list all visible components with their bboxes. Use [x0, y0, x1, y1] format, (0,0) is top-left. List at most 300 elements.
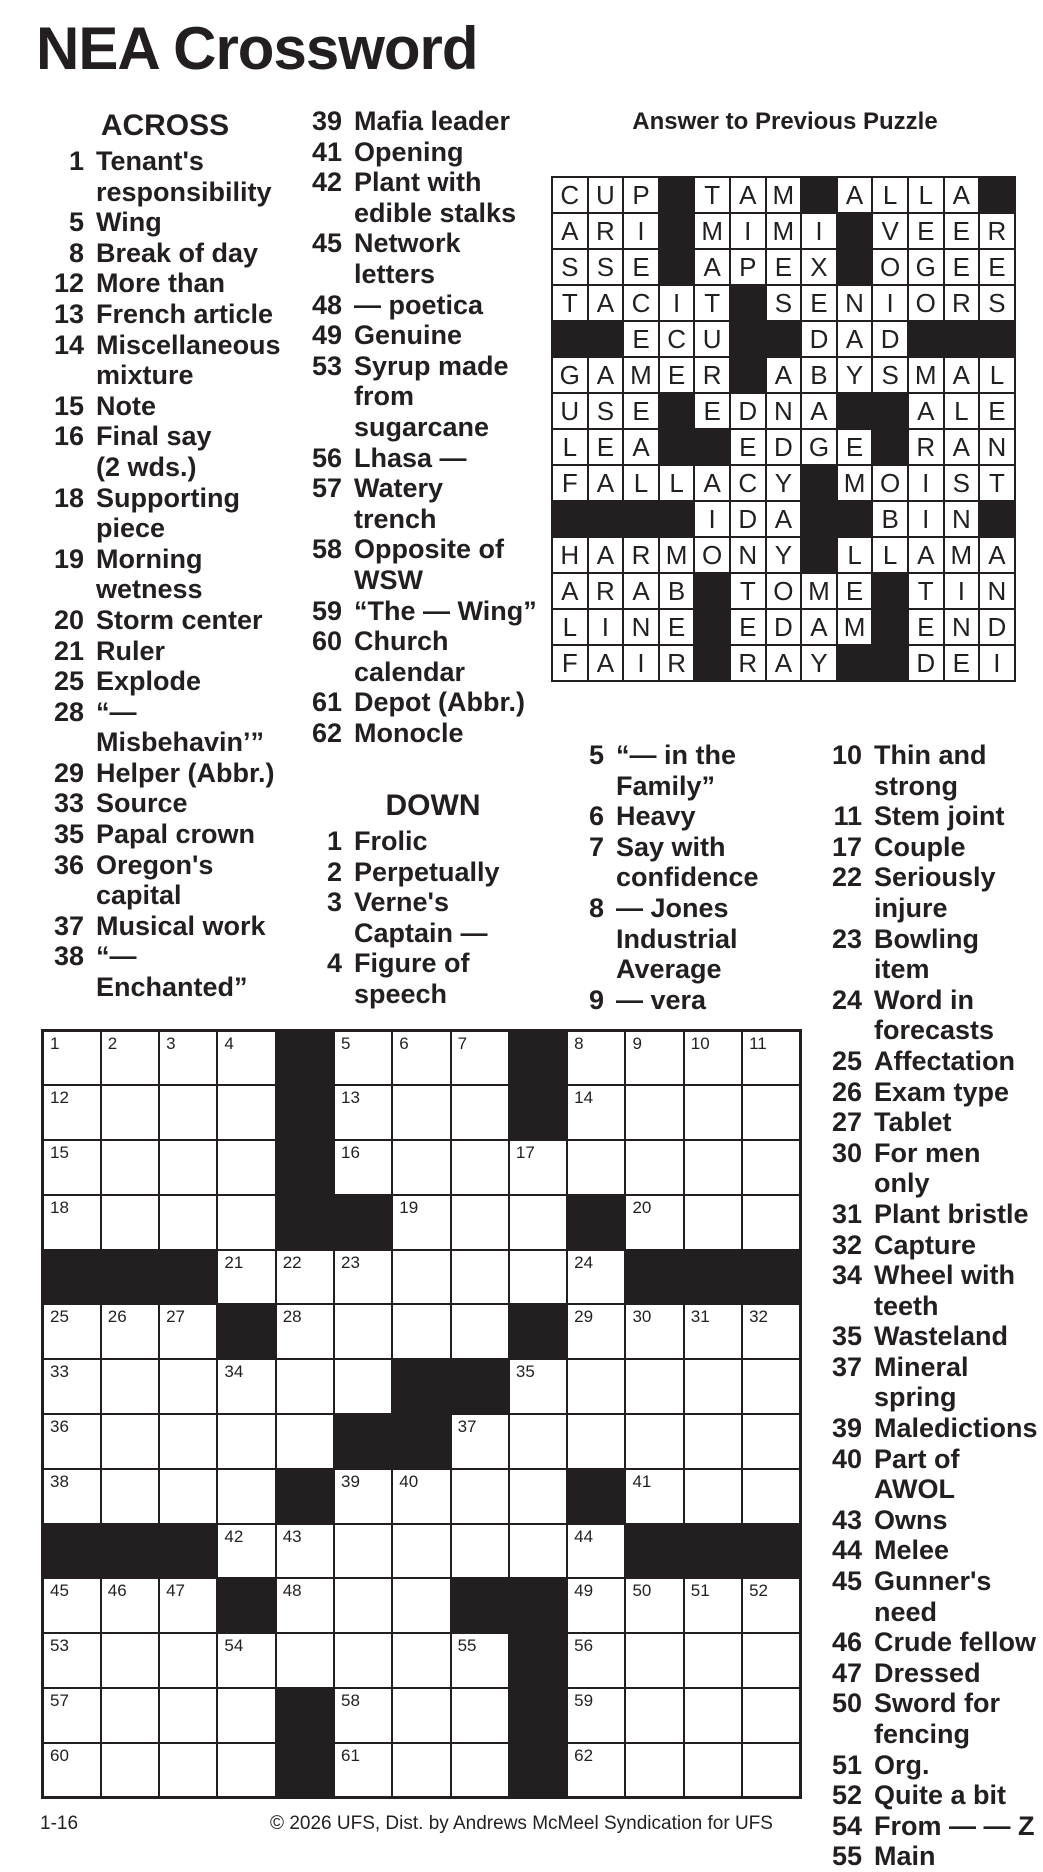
answer-letter: E: [979, 393, 1015, 429]
grid-cell[interactable]: [276, 1250, 334, 1305]
grid-cell[interactable]: [101, 1469, 159, 1524]
answer-letter: D: [766, 609, 802, 645]
grid-cell[interactable]: [276, 1359, 334, 1414]
grid-cell[interactable]: [159, 1578, 217, 1633]
answer-letter: A: [766, 357, 802, 393]
clue-number: 20: [53, 604, 84, 635]
grid-cell[interactable]: [217, 1031, 275, 1086]
grid-cell[interactable]: [567, 1085, 625, 1140]
grid-cell[interactable]: [43, 1031, 101, 1086]
grid-cell[interactable]: [101, 1743, 159, 1798]
grid-cell[interactable]: [742, 1304, 800, 1359]
down-clue: [818, 1535, 1043, 1566]
clue-text: Captain —: [354, 917, 488, 948]
grid-cell[interactable]: [276, 1578, 334, 1633]
grid-cell[interactable]: [43, 1140, 101, 1195]
cell-number: 44: [574, 1526, 594, 1546]
grid-cell[interactable]: [159, 1304, 217, 1359]
cell-number: 23: [340, 1252, 360, 1272]
clue-text: “—: [96, 696, 137, 727]
grid-cell[interactable]: [625, 1633, 683, 1688]
clue-text: Exam type: [874, 1076, 1010, 1107]
answer-letter: N: [766, 393, 802, 429]
grid-cell[interactable]: [159, 1469, 217, 1524]
grid-cell[interactable]: [742, 1140, 800, 1195]
answer-letter: A: [588, 285, 624, 321]
down-clue: [560, 832, 810, 893]
grid-cell[interactable]: [276, 1414, 334, 1469]
grid-cell[interactable]: [742, 1633, 800, 1688]
cell-number: 37: [457, 1417, 477, 1437]
answer-letter: L: [908, 177, 944, 213]
grid-cell[interactable]: [684, 1578, 742, 1633]
down-clue: [560, 893, 810, 985]
grid-cell[interactable]: [451, 1031, 509, 1086]
clue-number: 51: [831, 1749, 862, 1780]
grid-cell[interactable]: [742, 1688, 800, 1743]
clue-number: 14: [53, 329, 84, 360]
clue-text: edible stalks: [354, 197, 517, 228]
grid-cell[interactable]: [334, 1085, 392, 1140]
grid-cell[interactable]: [625, 1688, 683, 1743]
answer-letter: V: [872, 213, 908, 249]
grid-cell[interactable]: [101, 1085, 159, 1140]
grid-cell[interactable]: [567, 1031, 625, 1086]
grid-cell[interactable]: [509, 1250, 567, 1305]
clue-text: calendar: [354, 656, 466, 687]
answer-black-square: [659, 429, 695, 465]
grid-cell[interactable]: [159, 1085, 217, 1140]
answer-black-square: [694, 573, 730, 609]
answer-letter: I: [730, 213, 766, 249]
answer-black-square: [659, 501, 695, 537]
grid-cell[interactable]: [101, 1304, 159, 1359]
grid-cell[interactable]: [334, 1743, 392, 1798]
grid-cell[interactable]: [684, 1085, 742, 1140]
grid-cell[interactable]: [742, 1469, 800, 1524]
clue-text: Dressed: [874, 1657, 981, 1688]
answer-letter: E: [908, 213, 944, 249]
grid-cell[interactable]: [159, 1031, 217, 1086]
clue-number: 37: [831, 1351, 862, 1382]
clue-number: 16: [53, 421, 84, 452]
grid-cell[interactable]: [334, 1633, 392, 1688]
answer-letter: I: [694, 501, 730, 537]
grid-cell[interactable]: [684, 1469, 742, 1524]
grid-cell[interactable]: [217, 1469, 275, 1524]
grid-cell[interactable]: [451, 1195, 509, 1250]
clue-text: Say with: [616, 831, 726, 862]
across-clue: [298, 718, 548, 749]
clue-text: Monocle: [354, 717, 464, 748]
grid-cell[interactable]: [43, 1195, 101, 1250]
clue-text: Opening: [354, 136, 464, 167]
grid-cell[interactable]: [451, 1524, 509, 1579]
clue-number: 47: [831, 1657, 862, 1688]
grid-cell[interactable]: [509, 1140, 567, 1195]
black-square: [159, 1250, 217, 1305]
grid-cell[interactable]: [742, 1743, 800, 1798]
clue-number: 39: [311, 106, 342, 136]
clue-number: 60: [311, 626, 342, 657]
grid-cell[interactable]: [392, 1085, 450, 1140]
grid-cell[interactable]: [567, 1743, 625, 1798]
grid-cell[interactable]: [451, 1085, 509, 1140]
grid-cell[interactable]: [625, 1085, 683, 1140]
answer-letter: L: [623, 465, 659, 501]
cell-number: 9: [632, 1034, 642, 1053]
grid-cell[interactable]: [392, 1688, 450, 1743]
down-clue: [298, 826, 538, 857]
clue-text: Sword for: [874, 1688, 1000, 1719]
answer-letter: A: [837, 177, 873, 213]
grid-cell[interactable]: [625, 1031, 683, 1086]
down-clue: [818, 1352, 1043, 1413]
answer-letter: A: [944, 429, 980, 465]
across-clue: [298, 106, 548, 137]
grid-cell[interactable]: [567, 1524, 625, 1579]
black-square: [509, 1304, 567, 1359]
clue-number: 58: [311, 534, 342, 565]
clue-text: Break of day: [96, 237, 259, 268]
grid-cell[interactable]: [101, 1633, 159, 1688]
grid-cell[interactable]: [101, 1578, 159, 1633]
grid-cell[interactable]: [392, 1195, 450, 1250]
grid-cell[interactable]: [625, 1743, 683, 1798]
grid-cell[interactable]: [334, 1524, 392, 1579]
grid-cell[interactable]: [159, 1688, 217, 1743]
clue-text: Miscellaneous: [96, 329, 281, 360]
grid-cell[interactable]: [159, 1743, 217, 1798]
grid-cell[interactable]: [451, 1140, 509, 1195]
answer-letter: D: [979, 609, 1015, 645]
answer-letter: L: [552, 609, 588, 645]
grid-cell[interactable]: [625, 1140, 683, 1195]
grid-cell[interactable]: [392, 1031, 450, 1086]
answer-black-square: [837, 501, 873, 537]
clue-number: 8: [68, 237, 84, 268]
grid-cell[interactable]: [101, 1140, 159, 1195]
across-clue: [298, 228, 548, 289]
grid-cell[interactable]: [101, 1031, 159, 1086]
grid-cell[interactable]: [742, 1359, 800, 1414]
grid-cell[interactable]: [684, 1031, 742, 1086]
grid-cell[interactable]: [567, 1250, 625, 1305]
clue-number: 29: [53, 757, 84, 788]
grid-cell[interactable]: [392, 1633, 450, 1688]
answer-letter: A: [766, 645, 802, 681]
grid-cell[interactable]: [451, 1633, 509, 1688]
clue-text: Wasteland: [874, 1321, 1009, 1352]
clue-number: 21: [53, 635, 84, 666]
grid-cell[interactable]: [742, 1085, 800, 1140]
grid-cell[interactable]: [684, 1743, 742, 1798]
down-clue: [818, 740, 1043, 801]
across-clue: [40, 850, 290, 911]
grid-cell[interactable]: [43, 1633, 101, 1688]
grid-cell[interactable]: [392, 1469, 450, 1524]
clue-text: injure: [874, 892, 948, 923]
clue-number: 40: [831, 1443, 862, 1474]
answer-letter: N: [979, 573, 1015, 609]
grid-cell[interactable]: [684, 1359, 742, 1414]
answer-letter: I: [659, 285, 695, 321]
grid-cell[interactable]: [392, 1524, 450, 1579]
clue-number: 25: [53, 666, 84, 697]
answer-letter: R: [694, 357, 730, 393]
grid-cell[interactable]: [509, 1359, 567, 1414]
grid-cell[interactable]: [43, 1743, 101, 1798]
grid-cell[interactable]: [334, 1578, 392, 1633]
grid-cell[interactable]: [567, 1359, 625, 1414]
answer-letter: T: [552, 285, 588, 321]
cell-number: 62: [574, 1745, 594, 1765]
grid-cell[interactable]: [217, 1743, 275, 1798]
grid-cell[interactable]: [567, 1688, 625, 1743]
grid-cell[interactable]: [276, 1304, 334, 1359]
answer-letter: D: [730, 501, 766, 537]
grid-cell[interactable]: [334, 1140, 392, 1195]
grid-cell[interactable]: [217, 1250, 275, 1305]
answer-letter: A: [944, 177, 980, 213]
cell-number: 24: [574, 1252, 594, 1272]
grid-cell[interactable]: [334, 1688, 392, 1743]
clue-text: Lhasa —: [354, 442, 467, 473]
clue-text: piece: [96, 513, 166, 544]
clue-text: — Jones: [616, 892, 729, 923]
grid-cell[interactable]: [392, 1578, 450, 1633]
clue-number: 42: [311, 167, 342, 198]
clue-text: Owns: [874, 1504, 948, 1535]
cell-number: 58: [340, 1691, 360, 1711]
answer-letter: A: [979, 537, 1015, 573]
answer-letter: C: [623, 285, 659, 321]
grid-cell[interactable]: [451, 1250, 509, 1305]
answer-letter: R: [944, 285, 980, 321]
black-square: [101, 1524, 159, 1579]
grid-cell[interactable]: [334, 1250, 392, 1305]
grid-cell[interactable]: [43, 1578, 101, 1633]
answer-letter: D: [872, 321, 908, 357]
across-clue: [40, 146, 290, 207]
answer-letter: C: [552, 177, 588, 213]
grid-cell[interactable]: [451, 1688, 509, 1743]
answer-black-square: [766, 321, 802, 357]
answer-black-square: [908, 321, 944, 357]
answer-letter: A: [801, 609, 837, 645]
answer-letter: M: [801, 573, 837, 609]
grid-cell[interactable]: [625, 1469, 683, 1524]
grid-cell[interactable]: [43, 1359, 101, 1414]
down-clue: [818, 1566, 1043, 1627]
down-clue: [818, 1107, 1043, 1138]
grid-cell[interactable]: [276, 1633, 334, 1688]
clue-number: 37: [53, 910, 84, 941]
answer-letter: E: [837, 573, 873, 609]
cell-number: 40: [399, 1471, 419, 1491]
grid-cell[interactable]: [567, 1140, 625, 1195]
answer-letter: B: [872, 501, 908, 537]
grid-cell[interactable]: [101, 1195, 159, 1250]
grid-cell[interactable]: [451, 1743, 509, 1798]
clue-number: 59: [311, 595, 342, 626]
grid-cell[interactable]: [742, 1031, 800, 1086]
black-square: [509, 1031, 567, 1086]
grid-cell[interactable]: [217, 1414, 275, 1469]
grid-cell[interactable]: [509, 1524, 567, 1579]
grid-cell[interactable]: [334, 1359, 392, 1414]
grid-cell[interactable]: [392, 1250, 450, 1305]
grid-cell[interactable]: [159, 1195, 217, 1250]
grid-cell[interactable]: [509, 1469, 567, 1524]
clue-text: WSW: [354, 564, 423, 595]
answer-letter: E: [588, 429, 624, 465]
answer-letter: E: [766, 249, 802, 285]
clue-text: strong: [874, 770, 958, 801]
grid-cell[interactable]: [334, 1304, 392, 1359]
clue-text: “The — Wing”: [354, 595, 537, 626]
grid-cell[interactable]: [684, 1688, 742, 1743]
grid-cell[interactable]: [392, 1140, 450, 1195]
answer-letter: F: [552, 465, 588, 501]
answer-letter: L: [944, 393, 980, 429]
grid-cell[interactable]: [625, 1414, 683, 1469]
black-square: [276, 1085, 334, 1140]
grid-cell[interactable]: [159, 1359, 217, 1414]
grid-cell[interactable]: [159, 1633, 217, 1688]
grid-cell[interactable]: [217, 1688, 275, 1743]
grid-cell[interactable]: [217, 1195, 275, 1250]
cell-number: 15: [50, 1143, 69, 1163]
cell-number: 5: [340, 1034, 351, 1053]
grid-cell[interactable]: [625, 1578, 683, 1633]
grid-cell[interactable]: [625, 1359, 683, 1414]
grid-cell[interactable]: [217, 1359, 275, 1414]
clue-number: 15: [53, 390, 84, 421]
black-square: [276, 1031, 334, 1086]
answer-letter: E: [730, 429, 766, 465]
grid-cell[interactable]: [217, 1140, 275, 1195]
answer-letter: E: [908, 609, 944, 645]
cell-number: 31: [690, 1307, 710, 1327]
cell-number: 52: [749, 1581, 768, 1601]
clue-text: Tenant's: [96, 146, 204, 176]
clue-number: 61: [311, 687, 342, 718]
grid-cell[interactable]: [43, 1085, 101, 1140]
grid-cell[interactable]: [567, 1633, 625, 1688]
grid-cell[interactable]: [43, 1469, 101, 1524]
grid-cell[interactable]: [625, 1195, 683, 1250]
grid-cell[interactable]: [684, 1140, 742, 1195]
answer-letter: X: [801, 249, 837, 285]
grid-cell[interactable]: [742, 1578, 800, 1633]
grid-cell[interactable]: [101, 1688, 159, 1743]
clue-text: Capture: [874, 1229, 977, 1260]
grid-cell[interactable]: [43, 1304, 101, 1359]
grid-cell[interactable]: [101, 1414, 159, 1469]
clue-text: letters: [354, 258, 436, 289]
black-square: [625, 1524, 683, 1579]
clue-number: 12: [53, 268, 84, 299]
down-clue: [818, 1321, 1043, 1352]
grid-cell[interactable]: [625, 1304, 683, 1359]
clue-number: 43: [831, 1504, 862, 1535]
answer-letter: S: [944, 465, 980, 501]
black-square: [276, 1195, 334, 1250]
grid-cell[interactable]: [567, 1578, 625, 1633]
grid-cell[interactable]: [684, 1414, 742, 1469]
grid-cell[interactable]: [684, 1304, 742, 1359]
cell-number: 7: [457, 1034, 468, 1053]
grid-cell[interactable]: [392, 1743, 450, 1798]
across-clue: [298, 687, 548, 718]
answer-letter: R: [659, 645, 695, 681]
across-clue: [40, 544, 290, 605]
grid-cell[interactable]: [43, 1688, 101, 1743]
cell-number: 14: [574, 1088, 594, 1108]
down-clue: [818, 1780, 1043, 1811]
answer-black-square: [837, 213, 873, 249]
answer-letter: P: [730, 249, 766, 285]
down-clue: [818, 1658, 1043, 1689]
grid-cell[interactable]: [567, 1304, 625, 1359]
grid-cell[interactable]: [159, 1414, 217, 1469]
clue-number: 2: [326, 856, 342, 887]
answer-letter: M: [908, 357, 944, 393]
grid-cell[interactable]: [684, 1195, 742, 1250]
grid-cell[interactable]: [451, 1469, 509, 1524]
down-clue: [818, 1750, 1043, 1781]
down-clues-column-2: [560, 740, 810, 1015]
grid-cell[interactable]: [159, 1140, 217, 1195]
grid-cell[interactable]: [43, 1414, 101, 1469]
answer-black-square: [872, 609, 908, 645]
grid-cell[interactable]: [217, 1085, 275, 1140]
cell-number: 35: [515, 1362, 535, 1382]
black-square: [334, 1414, 392, 1469]
clue-number: 53: [311, 350, 342, 381]
grid-cell[interactable]: [509, 1195, 567, 1250]
black-square: [276, 1469, 334, 1524]
grid-cell[interactable]: [101, 1359, 159, 1414]
grid-cell[interactable]: [684, 1633, 742, 1688]
answer-letter: L: [552, 429, 588, 465]
answer-letter: T: [730, 573, 766, 609]
clue-number: 62: [311, 717, 342, 748]
clue-text: trench: [354, 503, 437, 534]
answer-letter: I: [872, 285, 908, 321]
grid-cell[interactable]: [451, 1414, 509, 1469]
clue-text: Morning: [96, 543, 203, 574]
grid-cell[interactable]: [276, 1524, 334, 1579]
grid-cell[interactable]: [742, 1414, 800, 1469]
grid-cell[interactable]: [334, 1469, 392, 1524]
clue-text: Main: [874, 1841, 936, 1872]
clue-text: Stem joint: [874, 801, 1005, 832]
clue-text: Church: [354, 626, 449, 657]
grid-cell[interactable]: [567, 1414, 625, 1469]
grid-cell[interactable]: [742, 1195, 800, 1250]
grid-cell[interactable]: [509, 1414, 567, 1469]
grid-cell[interactable]: [392, 1304, 450, 1359]
grid-cell[interactable]: [334, 1031, 392, 1086]
grid-cell[interactable]: [217, 1633, 275, 1688]
grid-cell[interactable]: [451, 1304, 509, 1359]
answer-black-square: [801, 501, 837, 537]
grid-cell[interactable]: [217, 1524, 275, 1579]
clue-number: 22: [831, 862, 862, 893]
clue-text: Explode: [96, 666, 202, 697]
